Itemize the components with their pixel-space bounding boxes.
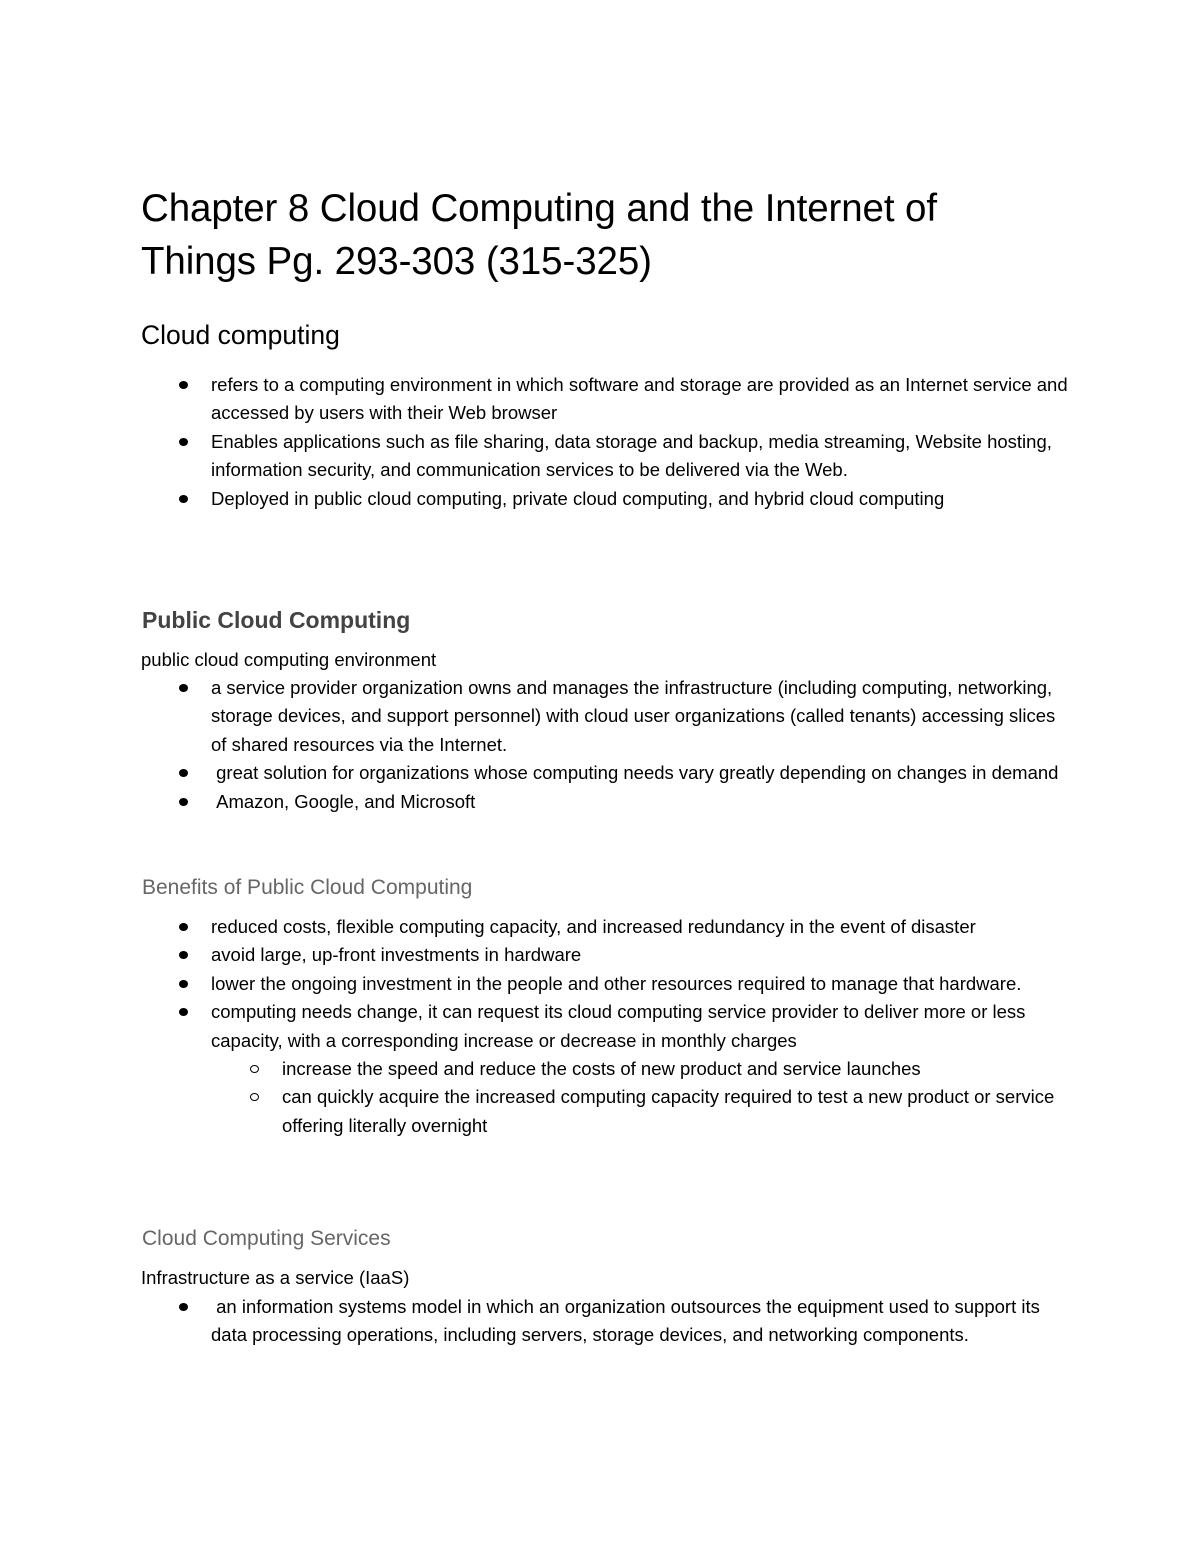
bullet-icon (179, 684, 188, 692)
hollow-bullet-icon (250, 1093, 259, 1101)
list-item (141, 485, 1071, 513)
bullet-icon (179, 951, 188, 959)
list-item-text: avoid large, up-front investments in hardware (211, 944, 582, 966)
list-item (141, 998, 1071, 1140)
document-page (141, 182, 1071, 1346)
heading-public-cloud: Public Cloud Computing (142, 607, 411, 633)
bullet-icon (179, 980, 188, 988)
bullet-icon (179, 381, 188, 389)
benefits-sublist (211, 1055, 1071, 1140)
list-item (141, 941, 1071, 969)
list-item (141, 788, 1071, 816)
hollow-bullet-icon (250, 1065, 259, 1073)
list-item (141, 428, 1071, 485)
list-item-text: Deployed in public cloud computing, private cloud computing, and hybrid cloud computing (211, 487, 945, 509)
list-item-text: great solution for organizations whose computing needs vary greatly depending on changes in demand (211, 762, 1059, 784)
sub-list-item-text: increase the speed and reduce the costs of new product and service launches (282, 1058, 921, 1080)
services-list (141, 1293, 1071, 1350)
list-item-text: Amazon, Google, and Microsoft (211, 790, 476, 812)
list-item (141, 371, 1071, 428)
list-item-text: refers to a computing environment in which software and storage are provided as an Internet service and accessed by users with their Web browser (211, 374, 1068, 424)
title-line-2: Things Pg. 293-303 (315-325) (141, 240, 652, 283)
cloud-computing-list (141, 371, 1071, 513)
bullet-icon (179, 798, 188, 806)
sub-list-item (211, 1055, 1071, 1083)
title-line-1: Chapter 8 Cloud Computing and the Internet of (141, 187, 937, 230)
list-item (141, 674, 1071, 759)
list-item-text: Enables applications such as file sharing, data storage and backup, media streaming, Website hosting, information security, and communication services to be delivered via the Web. (211, 430, 1052, 481)
bullet-icon (179, 1008, 188, 1016)
list-item-text: reduced costs, flexible computing capacity, and increased redundancy in the event of disaster (211, 916, 976, 937)
document-title (141, 182, 1071, 288)
list-item-text: lower the ongoing investment in the people and other resources required to manage that hardware. (211, 972, 1022, 994)
bullet-icon (179, 438, 188, 446)
list-item (141, 913, 1071, 941)
list-item-text: a service provider organization owns and manages the infrastructure (including computing, networking, storage devices, and support personnel) with cloud user organizations (called tenants) accessing slices of shared resources via the Internet. (211, 677, 1056, 755)
list-item (141, 970, 1071, 998)
bullet-icon (179, 495, 188, 503)
sub-list-item-text: can quickly acquire the increased computing capacity required to test a new product or service offering literally overnight (282, 1086, 1055, 1136)
heading-benefits: Benefits of Public Cloud Computing (142, 876, 473, 899)
heading-cloud-services: Cloud Computing Services (142, 1227, 391, 1250)
heading-cloud-computing: Cloud computing (141, 320, 340, 350)
bullet-icon (179, 923, 188, 931)
iaas-intro: Infrastructure as a service (IaaS) (141, 1267, 410, 1288)
list-item (141, 1293, 1071, 1350)
list-item-text: an information systems model in which an organization outsources the equipment used to support its data processing operations, including servers, storage devices, and networking components. (211, 1296, 1045, 1346)
public-cloud-intro: public cloud computing environment (141, 649, 437, 670)
bullet-icon (179, 769, 188, 777)
benefits-list (141, 913, 1071, 1140)
public-cloud-list (141, 674, 1071, 816)
list-item (141, 759, 1071, 787)
list-item-text: computing needs change, it can request its cloud computing service provider to deliver more or less capacity, with a corresponding increase or decrease in monthly charges (211, 1001, 1026, 1051)
sub-list-item (211, 1083, 1071, 1140)
bullet-icon (179, 1303, 188, 1311)
